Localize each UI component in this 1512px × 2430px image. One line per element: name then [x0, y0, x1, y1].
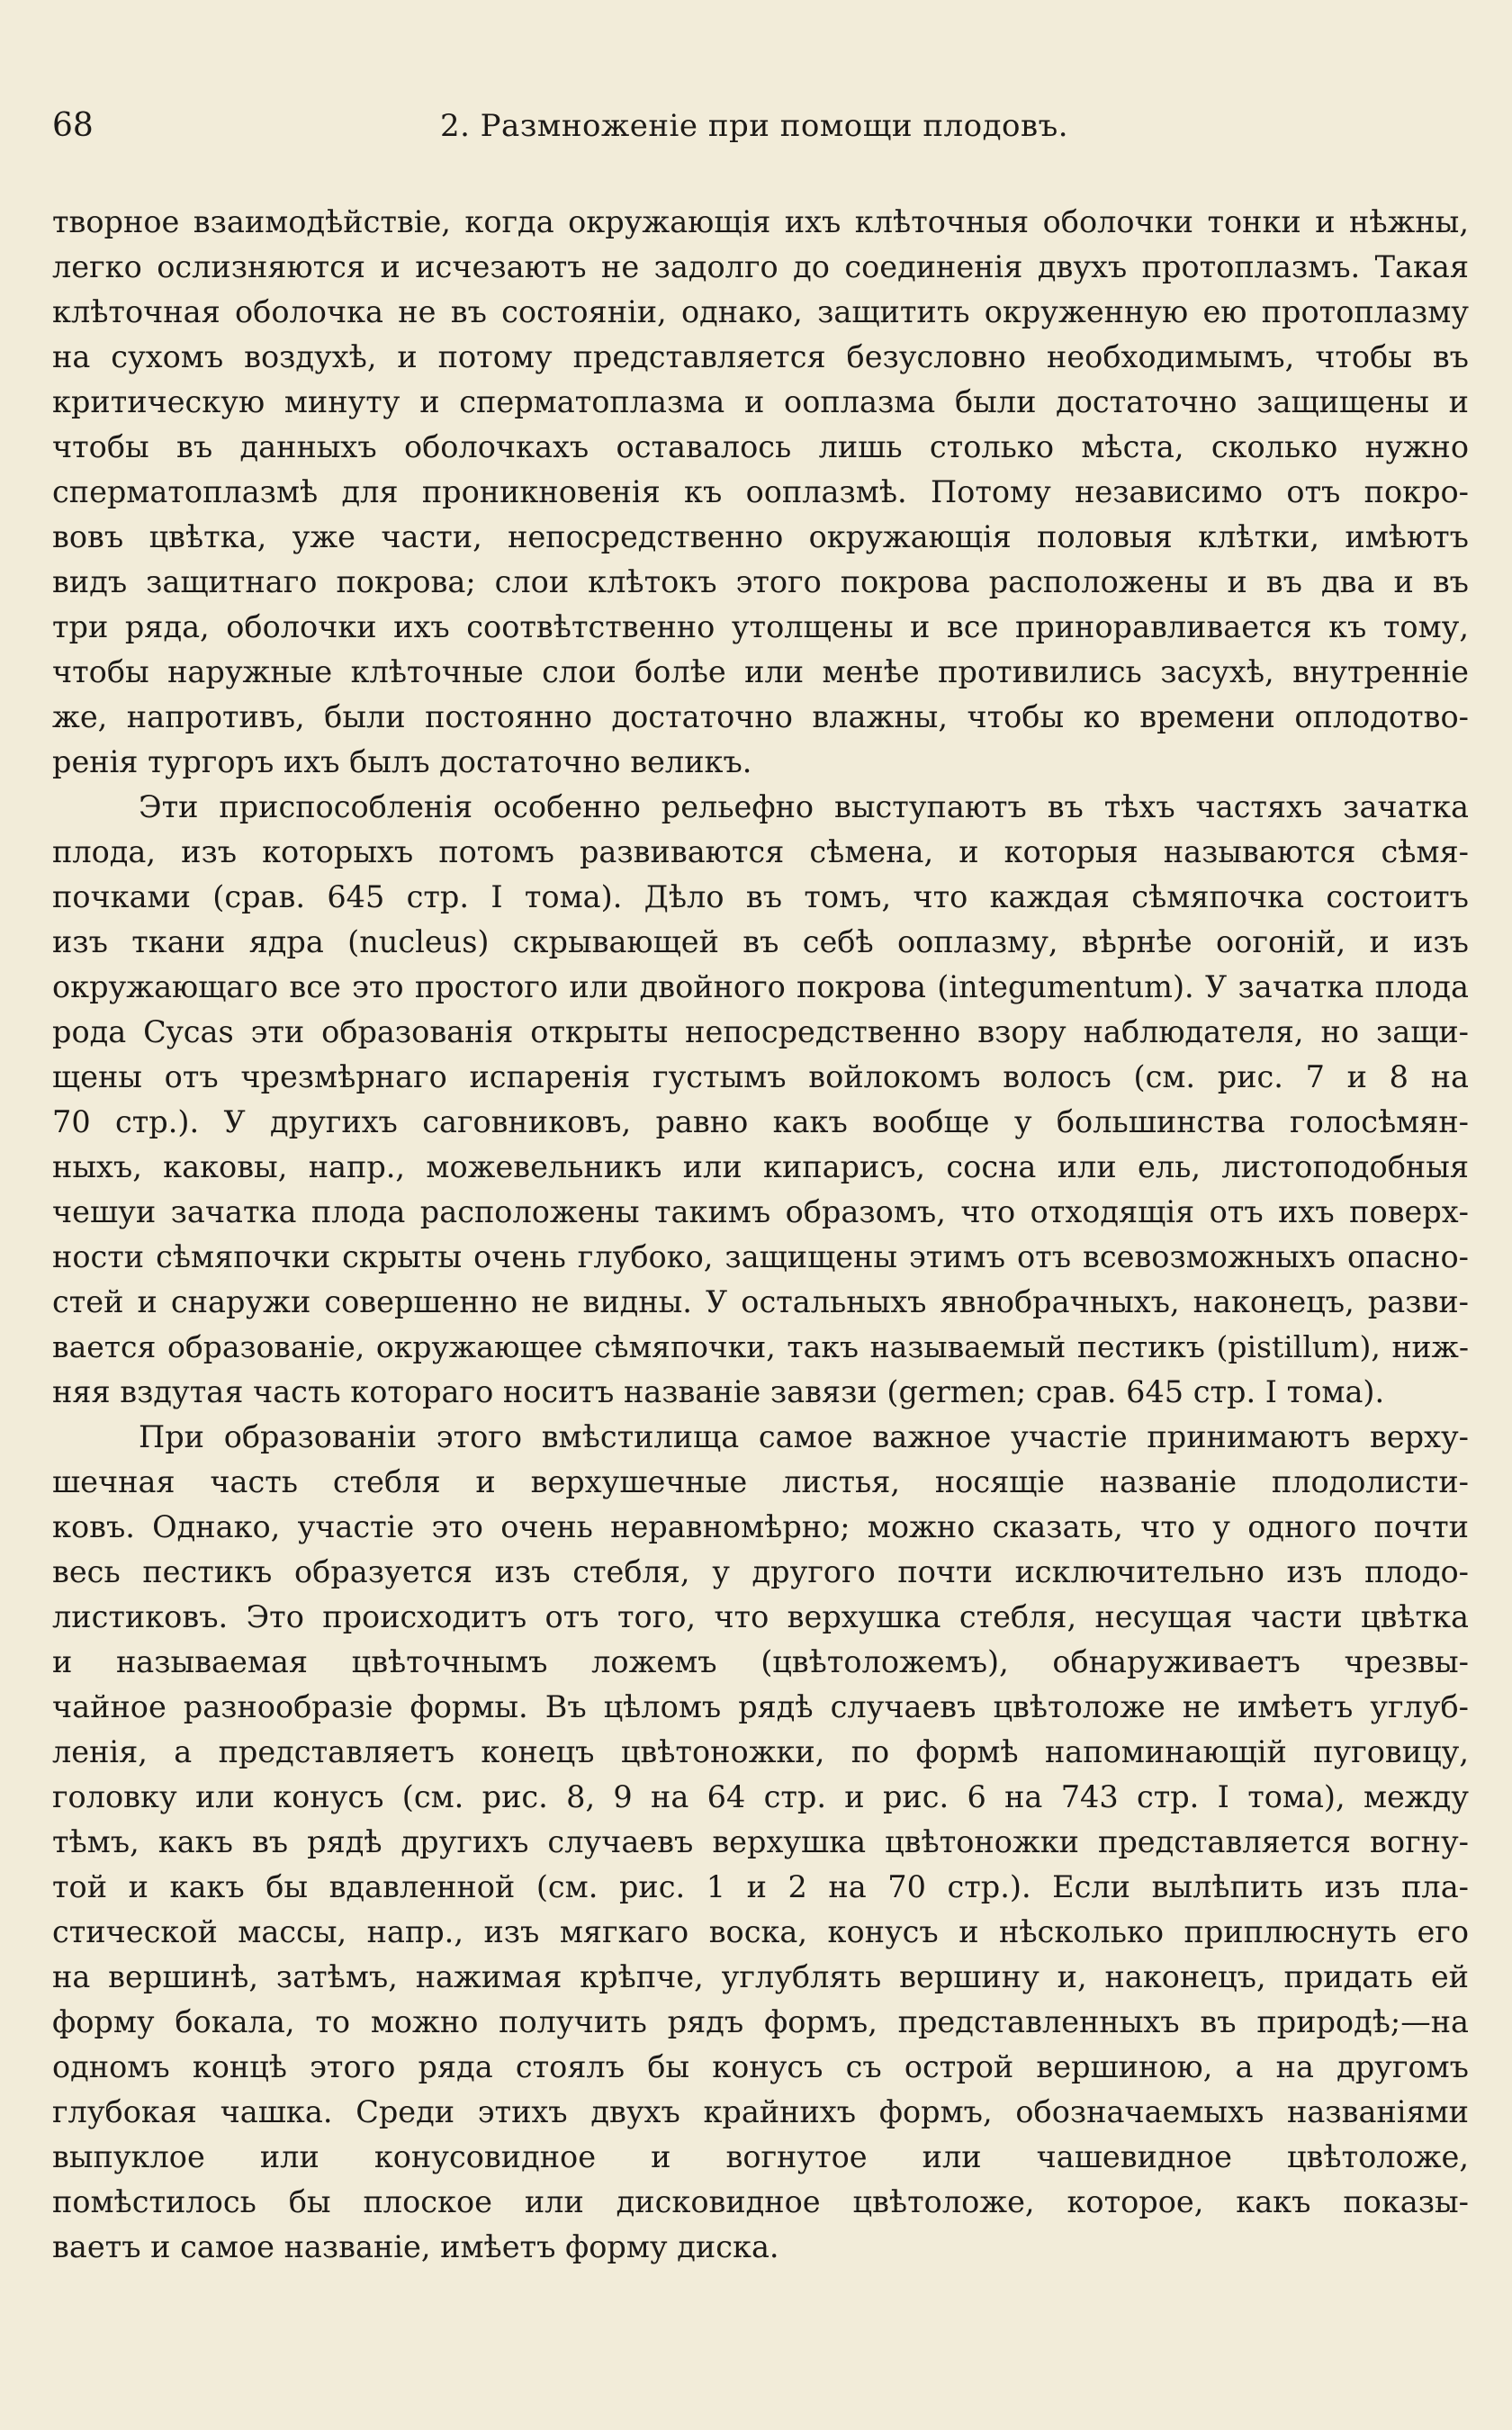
text-line: помѣстилось бы плоское или дисковидное цвѣтоложе, которое, какъ показы-	[52, 2184, 1469, 2219]
paragraph	[52, 1415, 1469, 2270]
text-line: вается образованіе, окружающее сѣмяпочки, такъ называемый пестикъ (pistillum), ниж-	[52, 1329, 1469, 1364]
text-line: вовъ цвѣтка, уже части, непосредственно окружающія половыя клѣтки, имѣютъ	[52, 519, 1469, 554]
text-line: чайное разнообразіе формы. Въ цѣломъ рядѣ случаевъ цвѣтоложе не имѣетъ углуб-	[52, 1689, 1469, 1724]
text-line: шечная часть стебля и верхушечные листья, носящіе названіе плодолисти-	[52, 1464, 1469, 1499]
text-line: стей и снаружи совершенно не видны. У остальныхъ явнобрачныхъ, наконецъ, разви-	[52, 1284, 1469, 1319]
text-line: сперматоплазмѣ для проникновенія къ ооплазмѣ. Потому независимо отъ покро-	[52, 474, 1469, 509]
text-line: на вершинѣ, затѣмъ, нажимая крѣпче, углублять вершину и, наконецъ, придать ей	[52, 1959, 1469, 1994]
text-line: чешуи зачатка плода расположены такимъ образомъ, что отходящія отъ ихъ поверх-	[52, 1194, 1469, 1229]
text-line: ныхъ, каковы, напр., можевельникъ или кипарисъ, сосна или ель, листоподобныя	[52, 1149, 1469, 1184]
text-line: видъ защитнаго покрова; слои клѣтокъ этого покрова расположены и въ два и въ	[52, 564, 1469, 599]
text-line: ваетъ и самое названіе, имѣетъ форму диска.	[52, 2229, 779, 2264]
text-line: ковъ. Однако, участіе это очень неравномѣрно; можно сказать, что у одного почти	[52, 1509, 1469, 1544]
text-line: и называемая цвѣточнымъ ложемъ (цвѣтоложемъ), обнаруживаетъ чрезвы-	[52, 1644, 1469, 1679]
text-line: ренія тургоръ ихъ былъ достаточно великъ.	[52, 744, 752, 779]
text-line: ности сѣмяпочки скрыты очень глубоко, защищены этимъ отъ всевозможныхъ опасно-	[52, 1239, 1469, 1274]
text-line: выпуклое или конусовидное и вогнутое или чашевидное цвѣтоложе,	[52, 2139, 1469, 2174]
text-line: легко ослизняются и исчезаютъ не задолго до соединенія двухъ протоплазмъ. Такая	[52, 249, 1469, 284]
text-line: форму бокала, то можно получить рядъ формъ, представленныхъ въ природѣ;—на	[52, 2004, 1469, 2039]
text-line: глубокая чашка. Среди этихъ двухъ крайнихъ формъ, обозначаемыхъ названіями	[52, 2094, 1469, 2129]
paragraph	[52, 200, 1469, 785]
text-line: Эти приспособленія особенно рельефно выступаютъ въ тѣхъ частяхъ зачатка	[139, 789, 1469, 824]
text-line: щены отъ чрезмѣрнаго испаренія густымъ войлокомъ волосъ (см. рис. 7 и 8 на	[52, 1059, 1469, 1094]
text-line: головку или конусъ (см. рис. 8, 9 на 64 стр. и рис. 6 на 743 стр. I тома), между	[52, 1779, 1469, 1814]
text-line: окружающаго все это простого или двойного покрова (integumentum). У зачатка плода	[52, 969, 1469, 1004]
body-text	[52, 200, 1469, 2270]
paragraph	[52, 785, 1469, 1415]
text-line: стической массы, напр., изъ мягкаго воска, конусъ и нѣсколько приплюснуть его	[52, 1914, 1469, 1949]
text-line: ленія, а представляетъ конецъ цвѣтоножки, по формѣ напоминающій пуговицу,	[52, 1734, 1469, 1769]
text-line: три ряда, оболочки ихъ соотвѣтственно утолщены и все приноравливается къ тому,	[52, 609, 1469, 644]
text-line: клѣточная оболочка не въ состояніи, однако, защитить окруженную ею протоплазму	[52, 294, 1469, 329]
text-line: При образованіи этого вмѣстилища самое важное участіе принимаютъ верху-	[139, 1419, 1469, 1454]
page-number: 68	[52, 107, 94, 144]
text-line: той и какъ бы вдавленной (см. рис. 1 и 2 на 70 стр.). Если вылѣпить изъ пла-	[52, 1869, 1469, 1904]
text-line: няя вздутая часть котораго носитъ названіе завязи (germen; срав. 645 стр. I тома).	[52, 1374, 1385, 1409]
text-line: тѣмъ, какъ въ рядѣ другихъ случаевъ верхушка цвѣтоножки представляется вогну-	[52, 1824, 1469, 1859]
text-line: плода, изъ которыхъ потомъ развиваются сѣмена, и которыя называются сѣмя-	[52, 834, 1469, 869]
text-line: почками (срав. 645 стр. I тома). Дѣло въ томъ, что каждая сѣмяпочка состоитъ	[52, 879, 1469, 914]
running-title: 2. Размноженіе при помощи плодовъ.	[439, 108, 1069, 144]
text-line: весь пестикъ образуется изъ стебля, у другого почти исключительно изъ плодо-	[52, 1554, 1469, 1589]
text-line: листиковъ. Это происходитъ отъ того, что верхушка стебля, несущая части цвѣтка	[52, 1599, 1469, 1634]
page-header	[52, 106, 1456, 146]
text-line: критическую минуту и сперматоплазма и ооплазма были достаточно защищены и	[52, 384, 1469, 419]
text-line: чтобы въ данныхъ оболочкахъ оставалось лишь столько мѣста, сколько нужно	[52, 429, 1469, 464]
text-line: изъ ткани ядра (nucleus) скрывающей въ себѣ ооплазму, вѣрнѣе оогоній, и изъ	[52, 924, 1469, 959]
text-line: на сухомъ воздухѣ, и потому представляется безусловно необходимымъ, чтобы въ	[52, 339, 1469, 374]
text-line: 70 стр.). У другихъ саговниковъ, равно какъ вообще у большинства голосѣмян-	[52, 1104, 1469, 1139]
text-line: же, напротивъ, были постоянно достаточно влажны, чтобы ко времени оплодотво-	[52, 699, 1469, 734]
text-line: одномъ концѣ этого ряда стоялъ бы конусъ съ острой вершиною, а на другомъ	[52, 2049, 1469, 2084]
text-line: рода Cycas эти образованія открыты непосредственно взору наблюдателя, но защи-	[52, 1014, 1469, 1049]
text-line: чтобы наружные клѣточные слои болѣе или менѣе противились засухѣ, внутренніе	[52, 654, 1469, 689]
text-line: творное взаимодѣйствіе, когда окружающія ихъ клѣточныя оболочки тонки и нѣжны,	[52, 204, 1469, 239]
